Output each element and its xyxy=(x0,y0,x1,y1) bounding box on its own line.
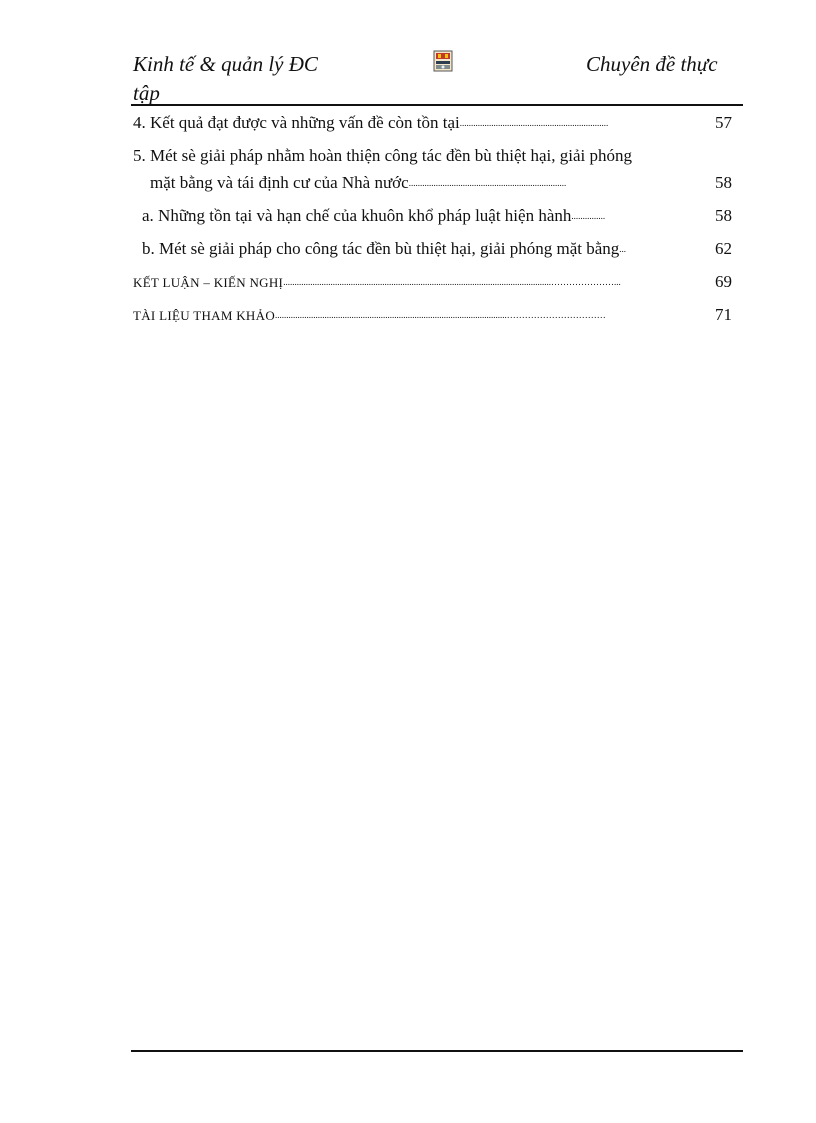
school-logo-icon xyxy=(433,50,453,72)
toc-entry-line1 xyxy=(133,145,632,167)
toc-entry-text: 4. Kết quả đạt được và những vấn đề còn tồn tại xyxy=(133,113,460,132)
toc-entry-text: a. Những tồn tại và hạn chế của khuôn khổ pháp luật hiện hành xyxy=(142,206,572,225)
toc-entry-leader: ... xyxy=(619,244,627,254)
toc-entry xyxy=(142,205,619,227)
toc-entry xyxy=(142,238,633,260)
toc-entry-leader: .......................................................................................................…………………………… xyxy=(275,310,606,320)
toc-entry-text: TÀI LIỆU THAM KHẢO xyxy=(133,308,276,323)
toc-entry-leader: ...................................................................... xyxy=(408,178,567,188)
toc-entry xyxy=(133,305,625,327)
toc-page-number: 71 xyxy=(715,305,732,324)
header-left-line1: Kinh tế & quản lý ĐC xyxy=(133,52,318,76)
header-divider xyxy=(131,104,743,106)
toc-entry-leader: ............... xyxy=(571,211,606,221)
toc-entry-text: b. Mét sè giải pháp cho công tác đền bù thiệt hại, giải phóng mặt bằng xyxy=(142,239,620,258)
toc-page-number: 58 xyxy=(715,206,732,225)
toc-page-number: 69 xyxy=(715,272,732,291)
header-right-title: Chuyên đề thực xyxy=(586,52,718,76)
toc-entry-leader: .......................................................................................................................…………………... xyxy=(283,277,621,287)
toc-page-number: 58 xyxy=(715,173,732,192)
header-left-line2: tập xyxy=(133,81,160,105)
toc-entry xyxy=(133,112,630,134)
toc-entry xyxy=(150,172,579,194)
toc-entry-text-line1: 5. Mét sè giải pháp nhằm hoàn thiện công tác đền bù thiệt hại, giải phóng xyxy=(133,146,633,165)
toc-entry xyxy=(133,272,621,294)
toc-entry-text: KẾT LUẬN – KIẾN NGHỊ xyxy=(133,275,284,290)
toc-entry-text: mặt bằng và tái định cư của Nhà nước xyxy=(150,173,409,192)
toc-page-number: 57 xyxy=(715,113,732,132)
toc-page-number: 62 xyxy=(715,239,732,258)
toc-entry-leader: .................................................................. xyxy=(459,118,609,128)
header-left-title xyxy=(133,50,353,108)
footer-divider xyxy=(131,1050,743,1052)
